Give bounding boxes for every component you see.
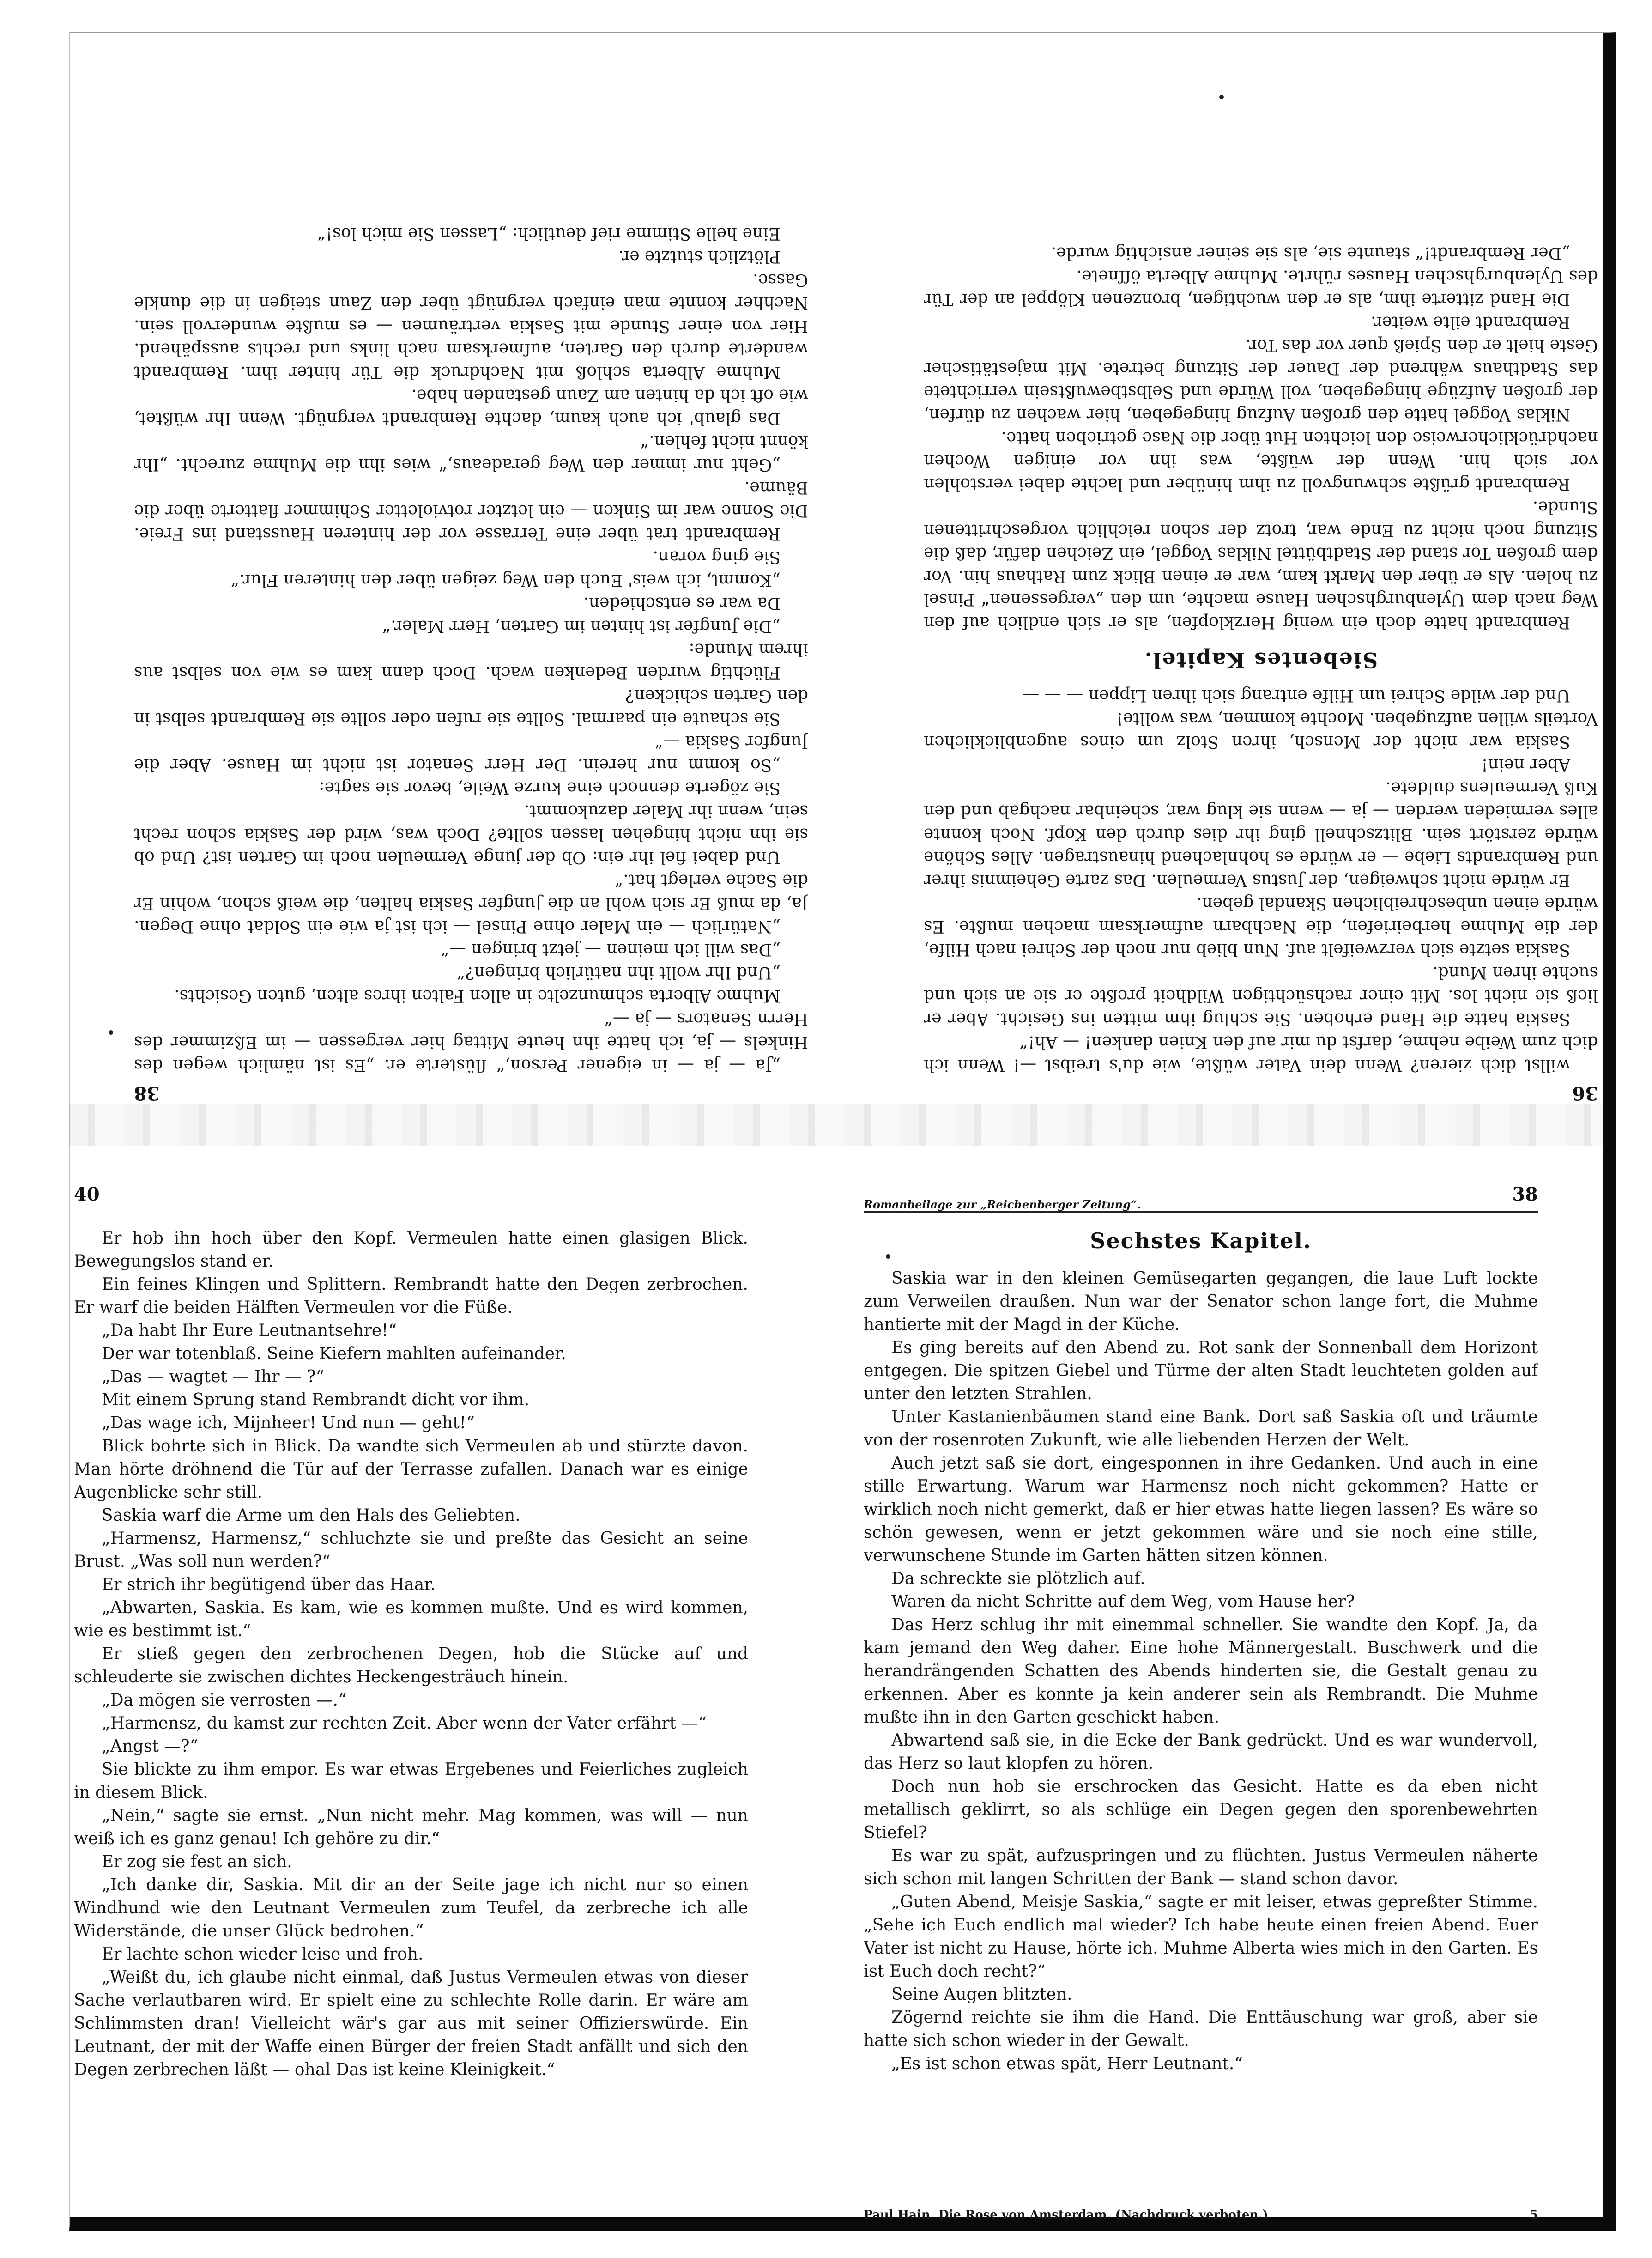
paragraph: Ein feines Klingen und Splittern. Rembrandt hatte den Degen zerbrochen. Er warf die beiden Hälften Vermeulen vor die Füße.: [74, 1275, 748, 1317]
speck: [886, 1254, 890, 1259]
running-head: Romanbeilage zur „Reichenberger Zeitung“.: [864, 1198, 1141, 1211]
footer-credit: Paul Hain. Die Rose von Amsterdam. (Nachdruck verboten.): [864, 2208, 1268, 2222]
paragraph: Blick bohrte sich in Blick. Da wandte sich Vermeulen ab und stürzte davon. Man hörte dröhnend die Tür auf der Terrasse zufallen. Danach war es einige Augenblicke sehr still.: [74, 1437, 748, 1502]
paragraph: Aber nein!: [1481, 755, 1570, 774]
paragraph: Und dabei fiel ihr ein: Ob der junge Vermeulen noch im Garten ist? Und ob sie ihn nicht hingehen lassen sollte? Doch was, wird der Saskia schon recht sein, wenn ihr Maler dazukommt.: [134, 801, 808, 867]
page-number: 36: [1572, 1082, 1598, 1104]
paragraph: Er stieß gegen den zerbrochenen Degen, hob die Stücke auf und schleuderte sie zwischen dichtes Heckengesträuch hinein.: [74, 1645, 748, 1687]
paragraph: Saskia war nicht der Mensch, ihren Stolz um eines augenblicklichen Vorteils willen aufzugeben. Mochte kommen, was wollte!: [924, 709, 1598, 751]
footer-signature-number: 5: [1529, 2208, 1538, 2222]
paragraph: „Guten Abend, Meisje Saskia,“ sagte er mit leiser, etwas gepreßter Stimme. „Sehe ich Euch endlich mal wieder? Ich habe heute einen freien Abend. Euer Vater ist nicht zu Hause, hörte ich. Muhme Alberta wies mich in den Garten. Es ist Euch doch recht?“: [864, 1893, 1538, 1981]
paragraph: Sie schaute ein paarmal. Sollte sie rufen oder sollte sie Rembrandt selbst in den Garten schicken?: [134, 686, 808, 728]
paragraph: „Da mögen sie verrosten —.“: [102, 1691, 347, 1710]
chapter-title-siebentes: Siebentes Kapitel.: [1144, 648, 1378, 673]
page-38-upper: [134, 65, 808, 1104]
paragraph: Eine helle Stimme rief deutlich: „Lassen Sie mich los!“: [317, 224, 781, 243]
paragraph: Waren da nicht Schritte auf dem Weg, vom Hause her?: [891, 1592, 1355, 1611]
paragraph: Sie ging voran.: [653, 547, 781, 566]
page-36: [924, 65, 1598, 1104]
paragraph: „Harmensz, du kamst zur rechten Zeit. Aber wenn der Vater erfährt —“: [102, 1714, 707, 1733]
page-38-upper-text: [134, 222, 808, 1076]
paragraph: „Geht nur immer den Weg geradeaus,“ wies ihn die Muhme zurecht. „Ihr könnt nicht fehlen.“: [134, 432, 808, 474]
page-38-header: [864, 1183, 1538, 1213]
paragraph: „So komm nur herein. Der Herr Senator ist nicht im Hause. Aber die Jungfer Saskia —“: [134, 732, 808, 774]
paragraph: „Das — wagtet — Ihr — ?“: [102, 1367, 324, 1386]
page-36-text-before-chapter: [924, 684, 1598, 1076]
paragraph: Die Hand zitterte ihm, als er den wuchtigen, bronzenen Klöppel an der Tür des Uylenburghschen Hauses rührte. Muhme Alberta öffnete.: [924, 267, 1598, 309]
paragraph: Er lachte schon wieder leise und froh.: [102, 1945, 424, 1964]
paragraph: Niklas Voggel hatte den großen Aufzug hingegeben, hier wachen zu dürfen, der großen Aufzüge hingegeben, voll Würde und Selbstbewußtsein verrichtete das Stadthaus während der Dauer der Sitzung betrete. Mit majestätischer Geste hielt er den Spieß quer vor das Tor.: [924, 336, 1598, 424]
paragraph: Saskia warf die Arme um den Hals des Geliebten.: [102, 1506, 520, 1525]
paragraph: Es ging bereits auf den Abend zu. Rot sank der Sonnenball dem Horizont entgegen. Die spitzen Giebel und Türme der alten Stadt leuchteten golden auf unter den letzten Strahlen.: [864, 1338, 1538, 1403]
paragraph: „Das will ich meinen — jetzt bringen —“: [441, 940, 781, 959]
paragraph: „Weißt du, ich glaube nicht einmal, daß Justus Vermeulen etwas von dieser Sache verlautbaren wird. Er spielt eine zu schlechte Rolle darin. Er wäre am Schlimmsten dran! Vielleicht wär's gar aus mit seiner Offizierswürde. Ein Leutnant, der mit der Waffe einen Bürger der freien Stadt anfällt und sich den Degen zerbrechen läßt — ohal Das ist keine Kleinigkeit.“: [74, 1968, 748, 2079]
chapter-title-sechstes: Sechstes Kapitel.: [1090, 1228, 1312, 1253]
paragraph: Das Herz schlug ihr mit einemmal schneller. Sie wandte den Kopf. Ja, da kam jemand den Weg daher. Eine hohe Männergestalt. Buschwerk und die herandrängenden Schatten des Abends hinderten sie, die Gestalt genau zu erkennen. Aber es konnte ja kein anderer sein als Rembrandt. Die Muhme mußte ihn in den Garten geschickt haben.: [864, 1615, 1538, 1727]
paragraph: Rembrandt hatte doch ein wenig Herzklopfen, als er sich endlich auf den Weg nach dem Uylenburghschen Hause machte, um den „vergessenen“ Pinsel zu holen. Als er über den Markt kam, war er einen Blick zum Rathaus hin. Vor dem großen Tor stand der Stadtbüttel Niklas Voggel, ein Zeichen dafür, daß die Sitzung noch nicht zu Ende war, trotz der schon reichlich vorgeschrittenen Stunde.: [924, 498, 1598, 632]
speck: [1219, 95, 1224, 99]
page-footer: [864, 2208, 1538, 2222]
paragraph: „Es ist schon etwas spät, Herr Leutnant.“: [891, 2054, 1243, 2073]
paragraph: Mit einem Sprung stand Rembrandt dicht vor ihm.: [102, 1390, 530, 1409]
paragraph: „Natürlich — ein Maler ohne Pinsel — ich ist ja wie ein Soldat ohne Degen. Ja, da muß Er sich wohl an die Jungfer Saskia halten, die weiß schon, wohin Er die Sache verlegt hat.“: [134, 871, 808, 936]
paragraph: Er strich ihr begütigend über das Haar.: [102, 1575, 436, 1594]
paragraph: Und der wilde Schrei um Hilfe entrang sich ihren Lippen — — —: [1023, 686, 1570, 705]
paragraph: „Abwarten, Saskia. Es kam, wie es kommen mußte. Und es wird kommen, wie es bestimmt ist.“: [74, 1598, 748, 1640]
paragraph: Sie zögerte dennoch eine kurze Weile, bevor sie sagte:: [319, 778, 781, 797]
paragraph: Seine Augen blitzten.: [891, 1985, 1072, 2004]
paragraph: Rembrandt grüßte schwungvoll zu ihm hinüber und lachte dabei verstohlen vor sich hin. Wenn der wüßte, was ihn vor einigen Wochen nachdrücklicherweise den leichten Hut über die Nase getrieben hatte.: [924, 428, 1598, 493]
bleed-through-band: [69, 1104, 1603, 1146]
paragraph: Es war zu spät, aufzuspringen und zu flüchten. Justus Vermeulen näherte sich schon mit langen Schritten der Bank — stand schon davor.: [864, 1846, 1538, 1888]
page-40-header: [74, 1183, 748, 1211]
page-38-lower: [864, 1183, 1538, 2222]
paragraph: Er würde nicht schweigen, der Justus Vermeulen. Das zarte Geheimnis ihrer und Rembrandts Liebe — er würde es hohnlachend hinaustragen. Alles Schöne würde zerstört sein. Blitzschnell ging ihr dies durch den Kopf. Noch konnte alles vermieden werden — ja — wenn sie klug war, scheinbar nachgab und den Kuß Vermeulens duldete.: [924, 778, 1598, 890]
paragraph: „Harmensz, Harmensz,“ schluchzte sie und preßte das Gesicht an seine Brust. „Was soll nun werden?“: [74, 1529, 748, 1571]
paragraph: Rembrandt eilte weiter.: [1370, 313, 1570, 332]
paragraph: Muhme Alberta schloß mit Nachdruck die Tür hinter ihm. Rembrandt wanderte durch den Garten, aufmerksam nach links und rechts ausspähend. Hier von einer Stunde mit Saskia verträumen — es mußte wundervoll sein. Nachher konnte man einfach vergnügt über den Zaun steigen in die dunkle Gasse.: [134, 270, 808, 382]
paragraph: Doch nun hob sie erschrocken das Gesicht. Hatte es da eben nicht metallisch geklirrt, so als schlüge ein Degen gegen den sporenbewehrten Stiefel?: [864, 1777, 1538, 1842]
paragraph: Plötzlich stutzte er.: [618, 247, 781, 266]
paragraph: „Und Ihr wollt ihn natürlich bringen?“: [457, 963, 781, 982]
paragraph: Sie blickte zu ihm empor. Es war etwas Ergebenes und Feierliches zugleich in diesem Blick.: [74, 1760, 748, 1802]
paragraph: Da war es entschieden.: [583, 594, 781, 613]
paragraph: Rembrandt trat über eine Terrasse vor der hinteren Hausstand ins Freie. Die Sonne war im Sinken — ein letzter rotvioletter Schimmer flatterte über die Bäume.: [134, 478, 808, 543]
paragraph: Muhme Alberta schmunzelte in allen Falten ihres alten, guten Gesichts.: [174, 986, 781, 1005]
paragraph: Unter Kastanienbäumen stand eine Bank. Dort saß Saskia oft und träumte von der rosenroten Zukunft, wie alle liebenden Herzen der Welt.: [864, 1408, 1538, 1450]
paragraph: Saskia setzte sich verzweifelt auf. Nun blieb nur noch der Schrei nach Hilfe, der die Muhme herbeiriefen, die Nachbarn aufmerksam machen mußte. Es würde einen unbeschreiblichen Skandal geben.: [924, 894, 1598, 959]
bottom-spread: [69, 1183, 1603, 2231]
page-number: 38: [1512, 1184, 1538, 1205]
paragraph: willst dich zieren? Wenn dein Vater wüßte, wie du's treibst —! Wenn ich dich zum Weibe nehme, darfst du mir auf den Knien danken! — Ah!“: [924, 1032, 1598, 1074]
page-38-lower-text: [864, 1267, 1538, 2076]
paragraph: Er zog sie fest an sich.: [102, 1852, 292, 1871]
paragraph: Das glaub' ich auch kaum, dachte Rembrandt vergnügt. Wenn Ihr wüßtet, wie oft ich da hinten am Zaun gestanden habe.: [134, 386, 808, 428]
paragraph: „Das wage ich, Mijnheer! Und nun — geht!“: [102, 1414, 475, 1432]
paragraph: Er hob ihn hoch über den Kopf. Vermeulen hatte einen glasigen Blick. Bewegungslos stand er.: [74, 1229, 748, 1271]
speck: [109, 1030, 113, 1035]
paragraph: Saskia hatte die Hand erhoben. Sie schlug ihm mitten ins Gesicht. Aber er ließ sie nicht los. Mit einer rachsüchtigen Wildheit preßte er sie an sich und suchte ihren Mund.: [924, 963, 1598, 1028]
paragraph: Auch jetzt saß sie dort, eingesponnen in ihre Gedanken. Und auch in eine stille Erwartung. Warum war Harmensz noch nicht gekommen? Hatte er wirklich noch nicht gemerkt, daß er hier etwas hatte liegen lassen? Es wäre so schön gewesen, wenn er jetzt gekommen wäre und sie noch eine stille, verwunschene Stunde im Garten hätten sitzen können.: [864, 1454, 1538, 1565]
paragraph: „Die Jungfer ist hinten im Garten, Herr Maler.“: [382, 617, 781, 636]
page-40: [74, 1183, 748, 2222]
paragraph: „Da habt Ihr Eure Leutnantsehre!“: [102, 1321, 397, 1340]
paragraph: Zögernd reichte sie ihm die Hand. Die Enttäuschung war groß, aber sie hatte sich schon wieder in der Gewalt.: [864, 2008, 1538, 2050]
paragraph: Da schreckte sie plötzlich auf.: [891, 1569, 1145, 1588]
paragraph: Saskia war in den kleinen Gemüsegarten gegangen, die laue Luft lockte zum Verweilen draußen. Nun war der Senator schon lange fort, die Muhme hantierte mit der Magd in der Küche.: [864, 1269, 1538, 1334]
page-40-text: [74, 1227, 748, 2082]
top-spread-upside-down: [69, 55, 1603, 1104]
paragraph: „Ich danke dir, Saskia. Mit dir an der Seite jage ich nicht nur so einen Windhund wie den Leutnant Vermeulen zum Teufel, da zerbreche ich alle Widerstände, die unser Glück bedrohen.“: [74, 1876, 748, 1941]
paragraph: „Ja — ja — in eigener Person,“ flüsterte er. „Es ist nämlich wegen des Hinkels — ja, ich hatte ihn heute Mittag hier vergessen — im Eßzimmer des Herrn Senators — ja —“: [134, 1009, 808, 1074]
paragraph: „Kommt, ich weis' Euch den Weg zeigen über den hinteren Flur.“: [230, 571, 781, 589]
paragraph: Der war totenblaß. Seine Kiefern mahlten aufeinander.: [102, 1344, 566, 1363]
paragraph: „Angst —?“: [102, 1737, 198, 1756]
paragraph: „Der Rembrandt!“ staunte sie, als sie seiner ansichtig wurde.: [1051, 243, 1570, 262]
paragraph: Flüchtig wurden Bedenken wach. Doch dann kam es wie von selbst aus ihrem Munde:: [134, 640, 808, 682]
page-number: 38: [134, 1082, 160, 1104]
paragraph: Abwartend saß sie, in die Ecke der Bank gedrückt. Und es war wundervoll, das Herz so laut klopfen zu hören.: [864, 1731, 1538, 1773]
page-36-text-after-chapter: [924, 241, 1598, 634]
page-number: 40: [74, 1184, 100, 1205]
paragraph: „Nein,“ sagte sie ernst. „Nun nicht mehr. Mag kommen, was will — nun weiß ich es ganz genau! Ich gehöre zu dir.“: [74, 1806, 748, 1848]
